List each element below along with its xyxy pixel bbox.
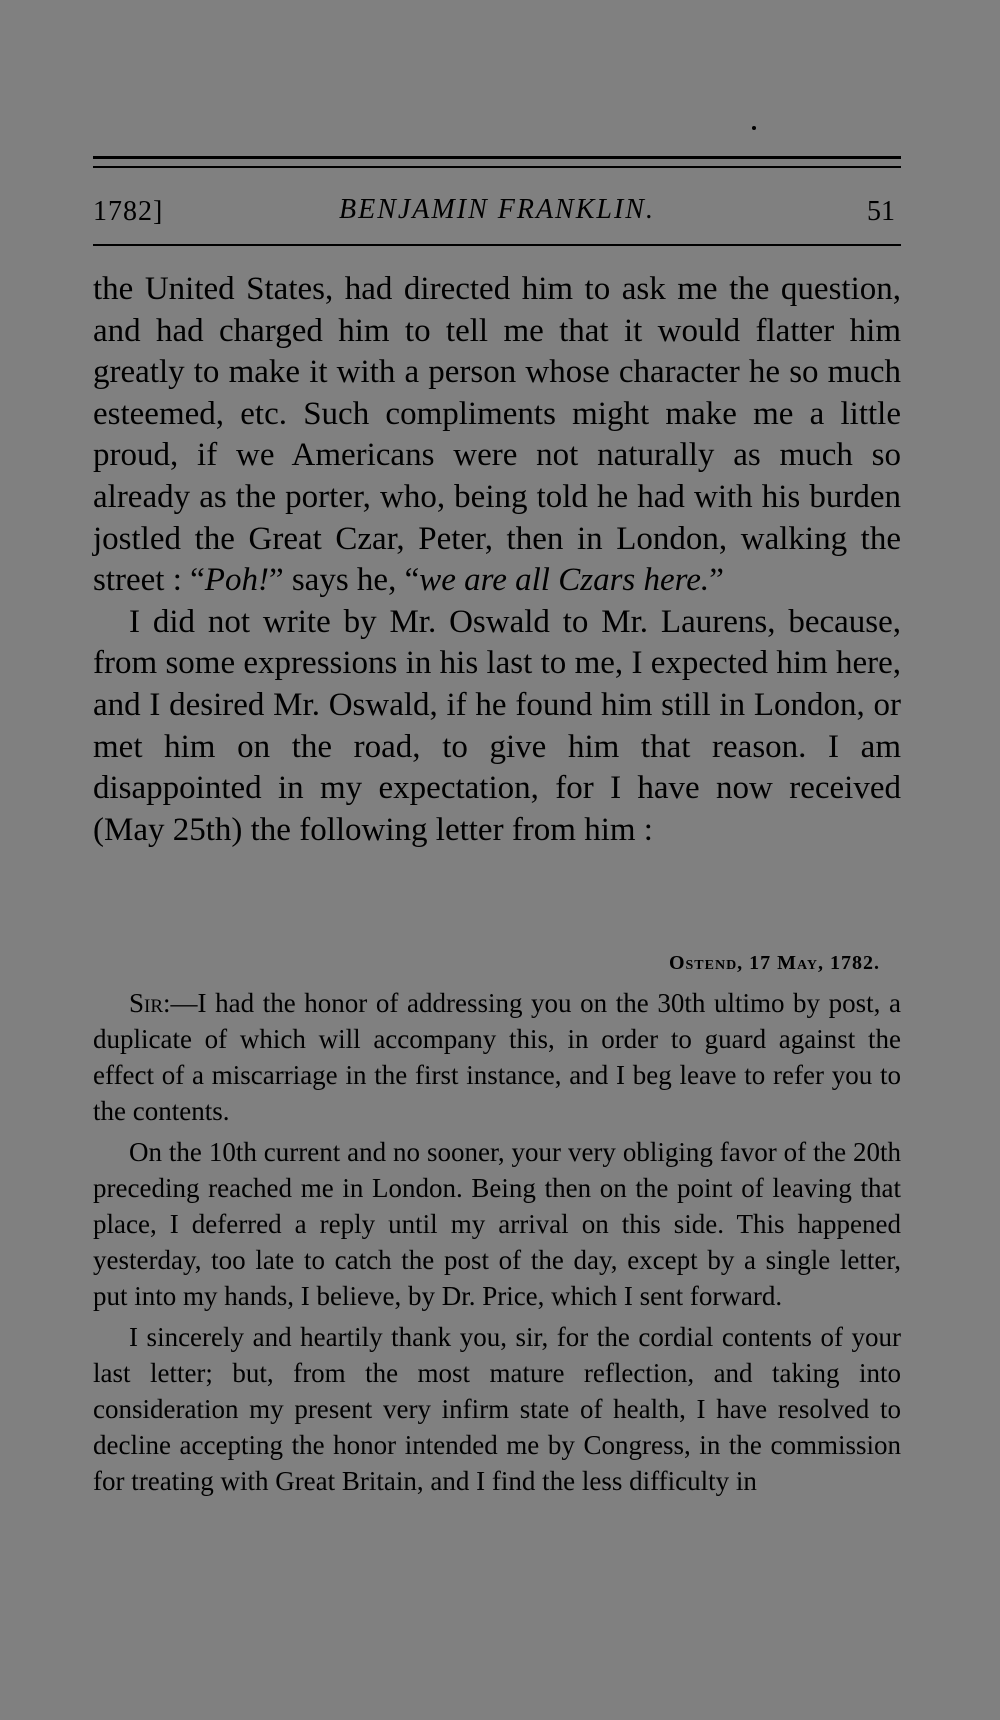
- letter-paragraph: Sir:—I had the honor of addressing you on the 30th ultimo by post, a duplicate of which will accompany this, in order to guard against the effect of a miscarriage in the first instance, and I beg leave to refer you to the contents.: [93, 988, 901, 1126]
- top-rule-thin: [93, 166, 901, 168]
- header-rule: [93, 244, 901, 246]
- page-number: 51: [867, 196, 895, 227]
- header-year: 1782]: [93, 196, 164, 227]
- letter-dateline: Ostend, 17 May, 1782.: [668, 952, 880, 974]
- header-title: BENJAMIN FRANKLIN.: [339, 194, 655, 225]
- top-rule-thick: [93, 156, 901, 159]
- main-text: [93, 269, 901, 851]
- letter-paragraph: I sincerely and heartily thank you, sir, for the cordial contents of your last letter; but, from the most mature reflection, and taking into consideration my present very infirm state of health, I have resolved to decline accepting the honor intended me by Congress, in the commission for treating with Great Britain, and I find the less difficulty in: [93, 1322, 901, 1496]
- paragraph: I did not write by Mr. Oswald to Mr. Laurens, because, from some expressions in his last to me, I expected him here, and I desired Mr. Oswald, if he found him still in London, or met him on the road, to give him that reason. I am disappointed in my expectation, for I have now received (May 25th) the following letter from him :: [93, 603, 901, 848]
- letter-paragraph: On the 10th current and no sooner, your very obliging favor of the 20th preceding reached me in London. Being then on the point of leaving that place, I deferred a reply until my arrival on this side. This happened yesterday, too late to catch the post of the day, except by a single letter, put into my hands, I believe, by Dr. Price, which I sent forward.: [93, 1137, 901, 1311]
- salutation: Sir: [129, 988, 164, 1018]
- ink-speck: [752, 126, 756, 130]
- letter-body: [93, 985, 901, 1504]
- paragraph: the United States, had directed him to ask me the question, and had charged him to tell me that it would flatter him greatly to make it with a person whose character he so much esteemed, etc. Such compliments might make me a little proud, if we Americans were not naturally as much so already as the porter, who, being told he had with his burden jostled the Great Czar, Peter, then in London, walking the street : “Poh!” says he, “we are all Czars here.”: [93, 271, 901, 599]
- running-header: [93, 190, 901, 234]
- italic-czars: we are all Czars here.: [419, 562, 710, 599]
- italic-poh: Poh!: [204, 562, 269, 599]
